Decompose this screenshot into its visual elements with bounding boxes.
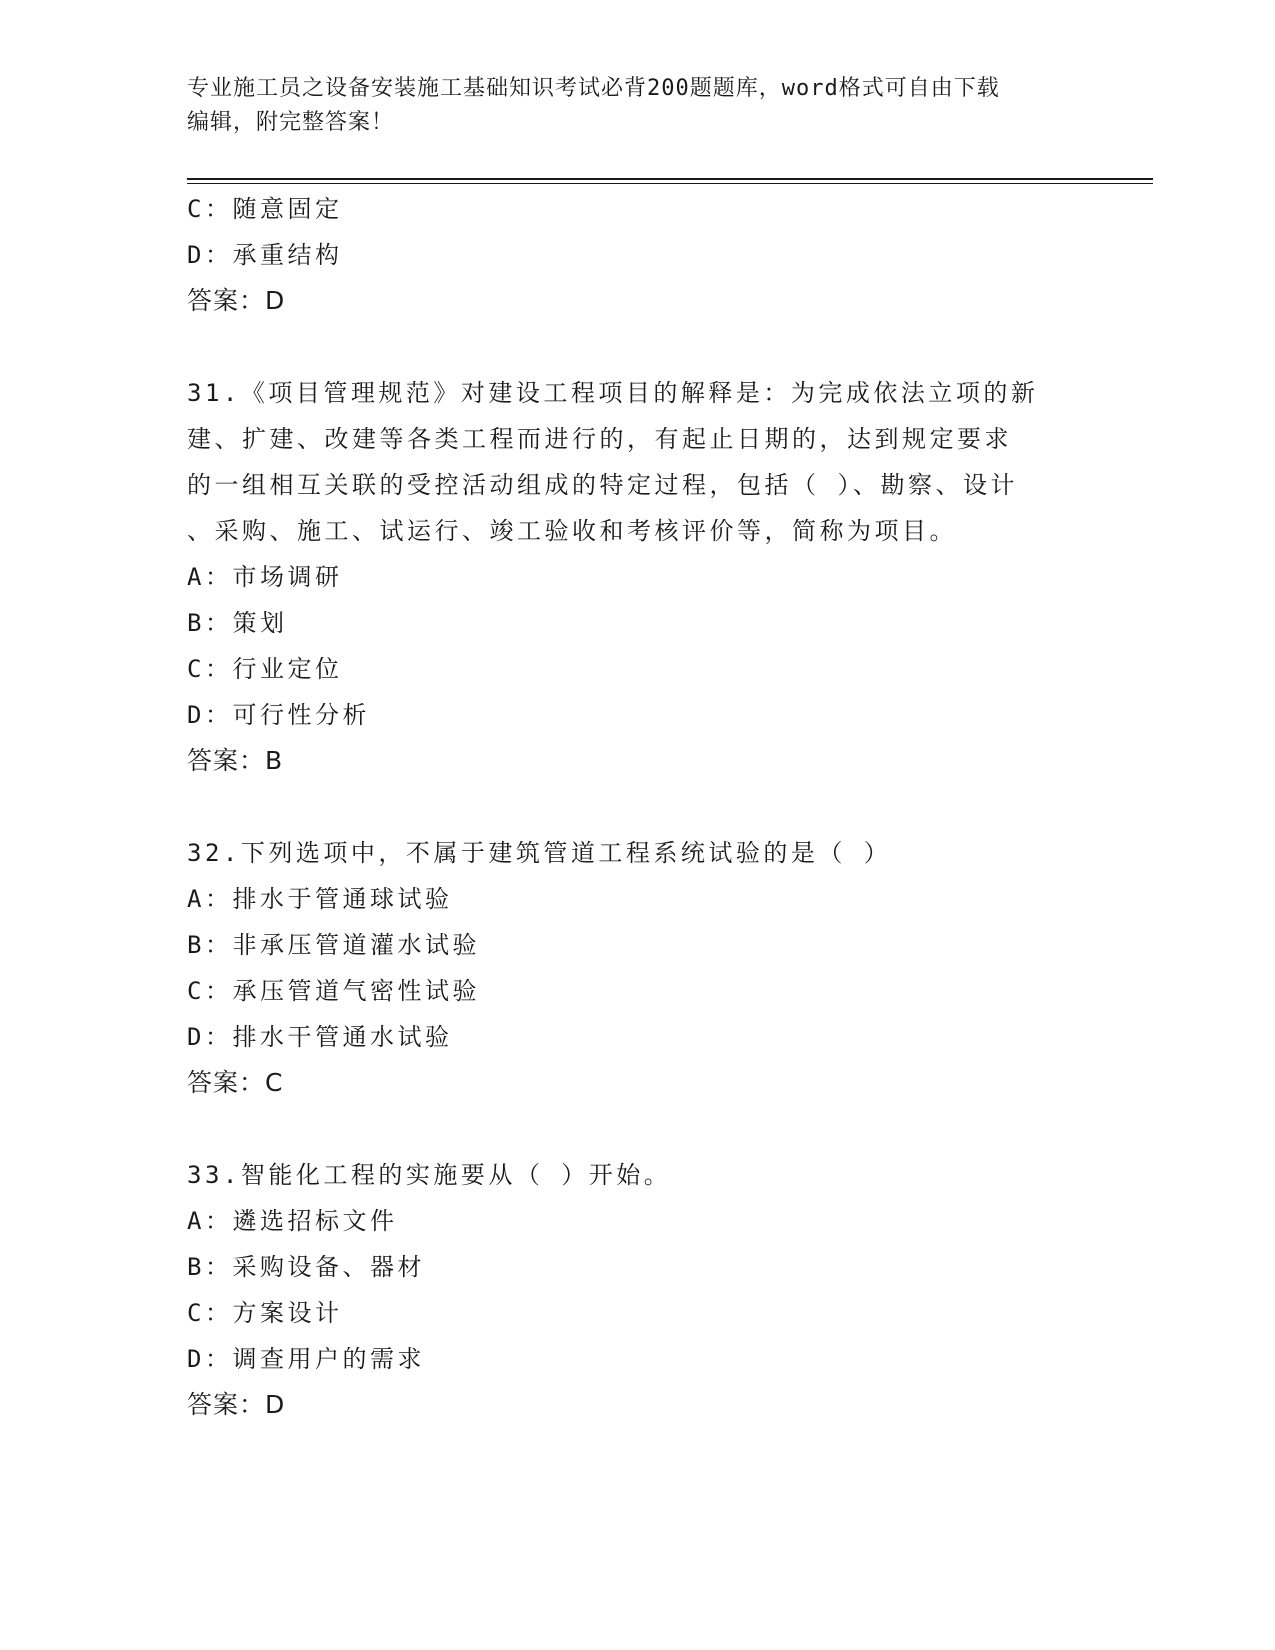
question-32 [187,830,1087,1106]
option-c: C：承压管道气密性试验 [187,977,480,1005]
option-b: B：采购设备、器材 [187,1253,425,1281]
document-body [187,186,1087,1428]
document-header [187,72,1067,140]
option-c: C：方案设计 [187,1299,343,1327]
option-d: D：可行性分析 [187,701,370,729]
answer: 答案：C [187,1068,284,1097]
question-30-continuation [187,186,1087,324]
answer: 答案：D [187,286,286,315]
question-31 [187,370,1087,784]
question-stem-line: 32.下列选项中，不属于建筑管道工程系统试验的是（ ） [187,839,892,867]
answer: 答案：B [187,746,284,775]
option-a: A：市场调研 [187,563,343,591]
option-d: D：承重结构 [187,241,343,269]
option-d: D：排水干管通水试验 [187,1023,453,1051]
option-d: D：调查用户的需求 [187,1345,425,1373]
option-a: A：遴选招标文件 [187,1207,398,1235]
option-b: B：策划 [187,609,288,637]
option-c: C：行业定位 [187,655,343,683]
question-stem-line: 的一组相互关联的受控活动组成的特定过程，包括（ ）、勘察、设计 [187,471,1018,499]
header-line-2: 编辑，附完整答案！ [187,110,395,135]
header-line-1: 专业施工员之设备安装施工基础知识考试必背200题题库，word格式可自由下载 [187,76,1000,101]
question-stem-line: 31.《项目管理规范》对建设工程项目的解释是：为完成依法立项的新 [187,379,1039,407]
option-b: B：非承压管道灌水试验 [187,931,480,959]
question-33 [187,1152,1087,1428]
header-rule-thin [187,183,1153,184]
question-stem-line: 建、扩建、改建等各类工程而进行的，有起止日期的，达到规定要求 [187,425,1012,453]
option-a: A：排水于管通球试验 [187,885,453,913]
answer: 答案：D [187,1390,286,1419]
option-c: C：随意固定 [187,195,343,223]
question-stem-line: 、采购、施工、试运行、竣工验收和考核评价等，简称为项目。 [187,517,957,545]
header-rule-thick [187,178,1153,180]
question-stem-line: 33.智能化工程的实施要从（ ）开始。 [187,1161,672,1189]
